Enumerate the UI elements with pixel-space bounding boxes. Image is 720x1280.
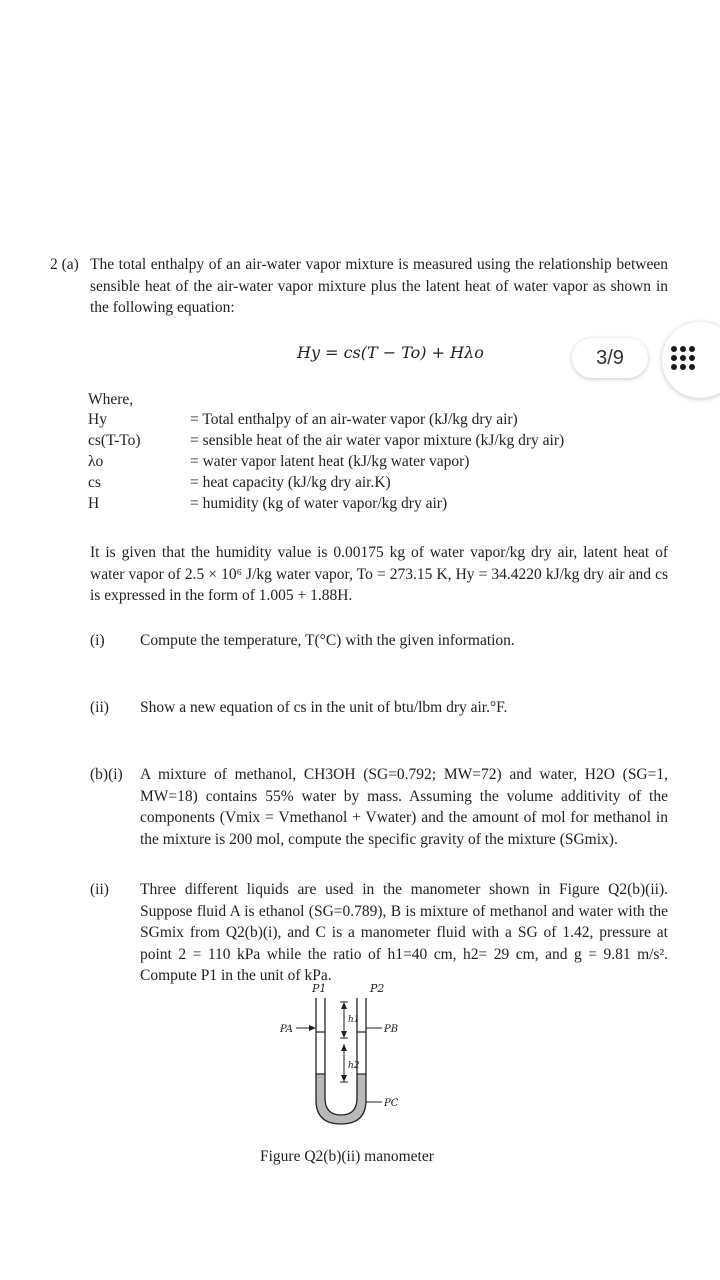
definition-description: = Total enthalpy of an air-water vapor (kJ/kg dry air) (190, 411, 518, 428)
h2-up-arrow (341, 1044, 347, 1051)
part-b-ii-question: Three different liquids are used in the manometer shown in Figure Q2(b)(ii). Suppose fluid A is ethanol (SG=0.789), B is mixture of methanol and water with the SGmix from Q2(b)(i), and C is a manometer fluid with a SG of 1.42, pressure at point 2 = 110 kPa while the ratio of h1=40 cm, h2= 29 cm, and g = 9.81 m/s². Compute P1 in the unit of kPa. (140, 881, 668, 984)
definition-symbol: H (88, 495, 100, 512)
definition-description: = sensible heat of the air water vapor mixture (kJ/kg dry air) (190, 432, 565, 449)
part-i-label: (i) (90, 632, 105, 649)
p2-label: P2 (370, 982, 385, 995)
pb-label: PB (384, 1024, 399, 1035)
definition-description: = water vapor latent heat (kJ/kg water vapor) (190, 453, 470, 470)
where-label: Where, (88, 391, 134, 408)
definition-row (88, 474, 708, 495)
definition-symbol: λo (88, 453, 104, 470)
figure-caption: Figure Q2(b)(ii) manometer (260, 1148, 434, 1165)
definition-row (88, 453, 708, 474)
h1-down-arrow (341, 1031, 347, 1038)
h1-label: h1 (348, 1015, 360, 1025)
definition-symbol: cs (88, 474, 101, 491)
manometer-figure (260, 978, 460, 1138)
definition-description: = humidity (kg of water vapor/kg dry air) (190, 495, 448, 512)
part-b-i-label: (b)(i) (90, 766, 123, 783)
part-i-question: Compute the temperature, T(°C) with the given information. (140, 632, 515, 649)
definition-symbol: cs(T-To) (88, 432, 141, 449)
definition-row (88, 432, 708, 453)
part-b-i-question: A mixture of methanol, CH3OH (SG=0.792; MW=72) and water, H2O (SG=1, MW=18) contains 55% water by mass. Assuming the volume additivity of the components (Vmix = Vmethanol + Vwater) and the amount of mol for methanol in the mixture is 200 mol, compute the specific gravity of the mixture (SGmix). (140, 766, 668, 848)
definition-description: = heat capacity (kJ/kg dry air.K) (190, 474, 391, 491)
h2-down-arrow (341, 1075, 347, 1082)
page-indicator: 3/9 (572, 338, 648, 378)
more-dots-icon (671, 346, 699, 374)
part-ii-question: Show a new equation of cs in the unit of btu/lbm dry air.°F. (140, 699, 508, 716)
definition-row (88, 411, 708, 432)
part-b-ii-label: (ii) (90, 881, 109, 898)
pa-pointer-head (309, 1025, 316, 1031)
question-intro: The total enthalpy of an air-water vapor mixture is measured using the relationship between sensible heat of the air-water vapor mixture plus the latent heat of water vapor as shown in the following equation: (90, 256, 668, 316)
given-information: It is given that the humidity value is 0.00175 kg of water vapor/kg dry air, latent heat of water vapor of 2.5 × 10⁶ J/kg water vapor, To = 273.15 K, Hy = 34.4220 kJ/kg dry air and cs is expressed in the form of 1.005 + 1.88H. (90, 544, 668, 604)
pc-label: PC (384, 1098, 399, 1109)
p1-label: P1 (312, 982, 327, 995)
pa-label: PA (280, 1024, 294, 1035)
question-number: 2 (a) (50, 256, 79, 273)
definition-row (88, 495, 708, 516)
definition-symbol: Hy (88, 411, 107, 428)
enthalpy-equation: Hy = cs(T − To) + Hλo (297, 343, 484, 362)
more-options-button[interactable] (662, 322, 720, 398)
h1-up-arrow (341, 1002, 347, 1009)
part-ii-label: (ii) (90, 699, 109, 716)
h2-label: h2 (348, 1061, 360, 1071)
